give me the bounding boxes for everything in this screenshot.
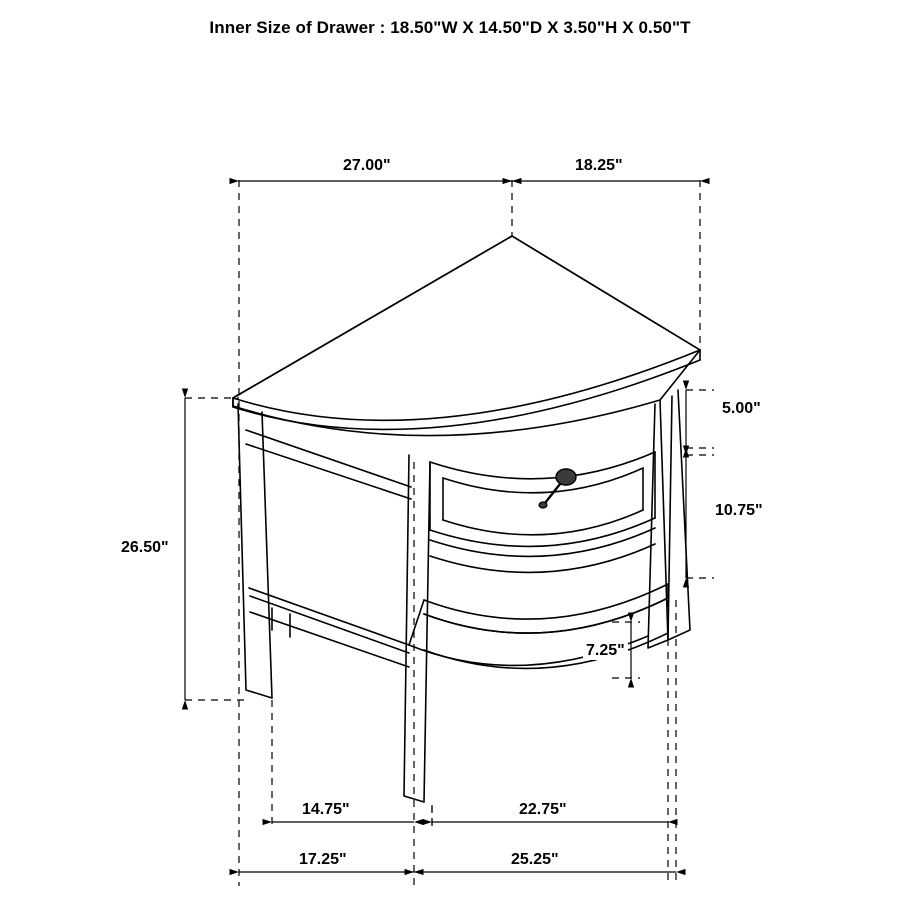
dim-label-bottom-outer-left: 17.25" — [296, 851, 350, 869]
table-outline — [233, 236, 700, 802]
dim-label-top-right: 18.25" — [572, 157, 626, 175]
dim-label-bottom-inner-left: 14.75" — [299, 801, 353, 819]
dim-label-right-upper: 5.00" — [719, 400, 764, 418]
dim-label-bottom-outer-right: 25.25" — [508, 851, 562, 869]
page-title: Inner Size of Drawer : 18.50"W X 14.50"D X 3.50"H X 0.50"T — [209, 18, 691, 37]
dim-label-top-left: 27.00" — [340, 157, 394, 175]
dim-label-shelf-height: 7.25" — [583, 642, 628, 660]
drawer-knob-icon — [556, 469, 576, 485]
dim-label-right-middle: 10.75" — [712, 502, 766, 520]
dim-label-bottom-inner-right: 22.75" — [516, 801, 570, 819]
dim-label-left-height: 26.50" — [118, 539, 172, 557]
